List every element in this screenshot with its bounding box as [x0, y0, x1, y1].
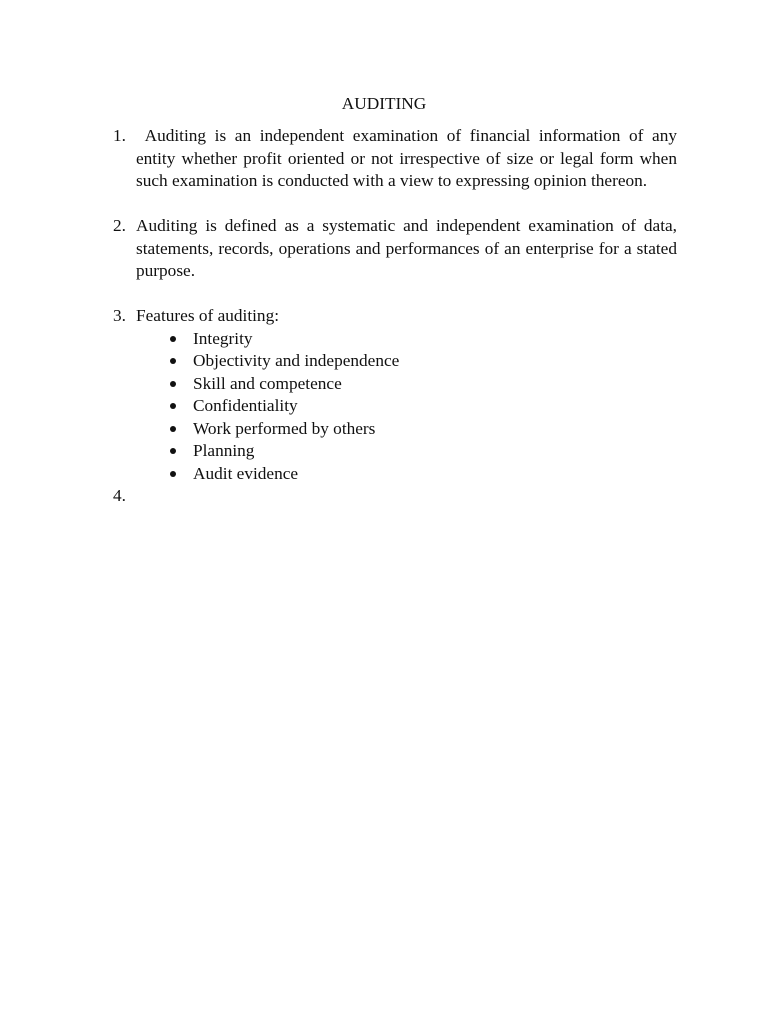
list-item-number: 2.: [113, 216, 126, 235]
bullet-text: Audit evidence: [193, 463, 299, 483]
bullet-item: [170, 418, 399, 441]
bullet-icon: [170, 336, 176, 342]
bullet-item: [170, 463, 399, 486]
bullet-icon: [170, 403, 176, 409]
bullet-text: Confidentiality: [193, 396, 298, 415]
list-item-text: Auditing is an independent examination of financial information of any entity whether profit oriented or not irrespective of size or legal form when such examination is conducted with a view to expressing opinion thereon.: [136, 126, 682, 190]
bullet-icon: [170, 381, 176, 387]
document-title: AUDITING: [341, 94, 427, 113]
bullet-text: Work performed by others: [193, 418, 376, 438]
bullet-text: Objectivity and independence: [193, 351, 400, 370]
list-item-text: Features of auditing:: [136, 306, 280, 325]
features-bullet-list: [170, 328, 399, 486]
list-item-number: 4.: [113, 486, 126, 505]
list-item-number: 3.: [113, 306, 126, 325]
bullet-icon: [170, 358, 176, 364]
bullet-item: [170, 395, 399, 418]
list-item-number: 1.: [113, 126, 126, 145]
list-item-text: Auditing is defined as a systematic and independent examination of data, statements, records, operations and performances of an enterprise for a stated purpose.: [136, 216, 677, 280]
bullet-icon: [170, 471, 176, 477]
bullet-icon: [170, 448, 176, 454]
bullet-text: Planning: [193, 441, 255, 460]
bullet-item: [170, 373, 399, 396]
bullet-item: [170, 350, 399, 373]
bullet-item: [170, 440, 399, 463]
bullet-icon: [170, 426, 176, 432]
bullet-item: [170, 328, 399, 351]
bullet-text: Skill and competence: [193, 373, 342, 393]
bullet-text: Integrity: [193, 328, 253, 348]
